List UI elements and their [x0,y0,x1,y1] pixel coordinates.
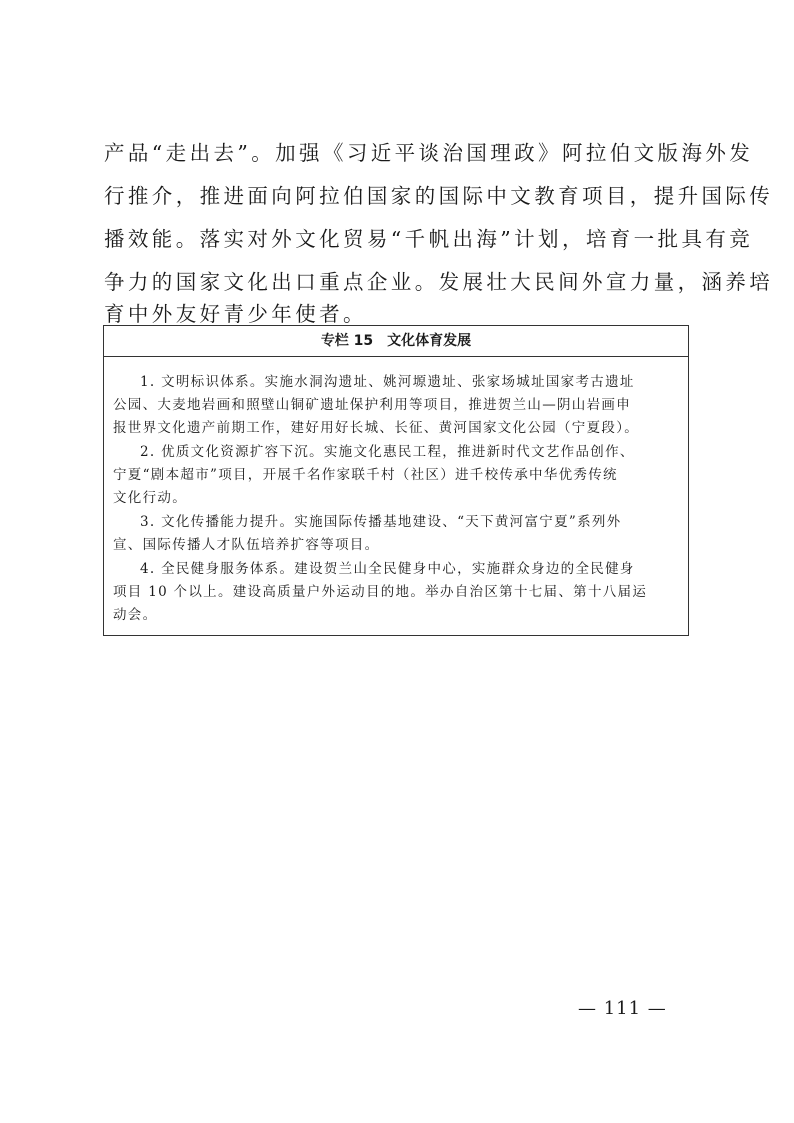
box-line-8: 宣、国际传播人才队伍培养扩容等项目。 [113,537,380,553]
box-line-9: 4. 全民健身服务体系。建设贺兰山全民健身中心，实施群众身边的全民健身 [140,561,635,577]
box-line-7: 3. 文化传播能力提升。实施国际传播基地建设、“天下黄河富宁夏”系列外 [140,514,622,530]
column-box [103,325,689,636]
body-text-line-3: 播效能。落实对外文化贸易“千帆出海”计划，培育一批具有竞 [104,227,754,251]
box-line-10: 项目 10 个以上。建设高质量户外运动目的地。举办自治区第十七届、第十八届运 [113,584,648,600]
box-line-4: 2. 优质文化资源扩容下沉。实施文化惠民工程，推进新时代文艺作品创作、 [140,444,635,460]
body-text-line-4: 争力的国家文化出口重点企业。发展壮大民间外宣力量，涵养培 [104,270,774,294]
box-line-3: 报世界文化遗产前期工作，建好用好长城、长征、黄河国家文化公园（宁夏段）。 [113,420,640,436]
box-line-11: 动会。 [113,607,158,623]
body-text-line-5: 育中外友好青少年使者。 [104,302,367,326]
page-number: — 111 — [578,998,667,1019]
box-line-6: 文化行动。 [113,490,187,506]
box-line-5: 宁夏“剧本超市”项目，开展千名作家联千村（社区）进千校传承中华优秀传统 [113,467,618,483]
column-box-title: 专栏 15 文化体育发展 [104,326,688,357]
body-text-line-1: 产品“走出去”。加强《习近平谈治国理政》阿拉伯文版海外发 [104,141,754,165]
body-text-line-2: 行推介，推进面向阿拉伯国家的国际中文教育项目，提升国际传 [104,184,774,208]
box-line-2: 公园、大麦地岩画和照壁山铜矿遗址保护利用等项目，推进贺兰山—阴山岩画申 [113,397,631,413]
box-line-1: 1. 文明标识体系。实施水洞沟遗址、姚河塬遗址、张家场城址国家考古遗址 [140,374,635,390]
